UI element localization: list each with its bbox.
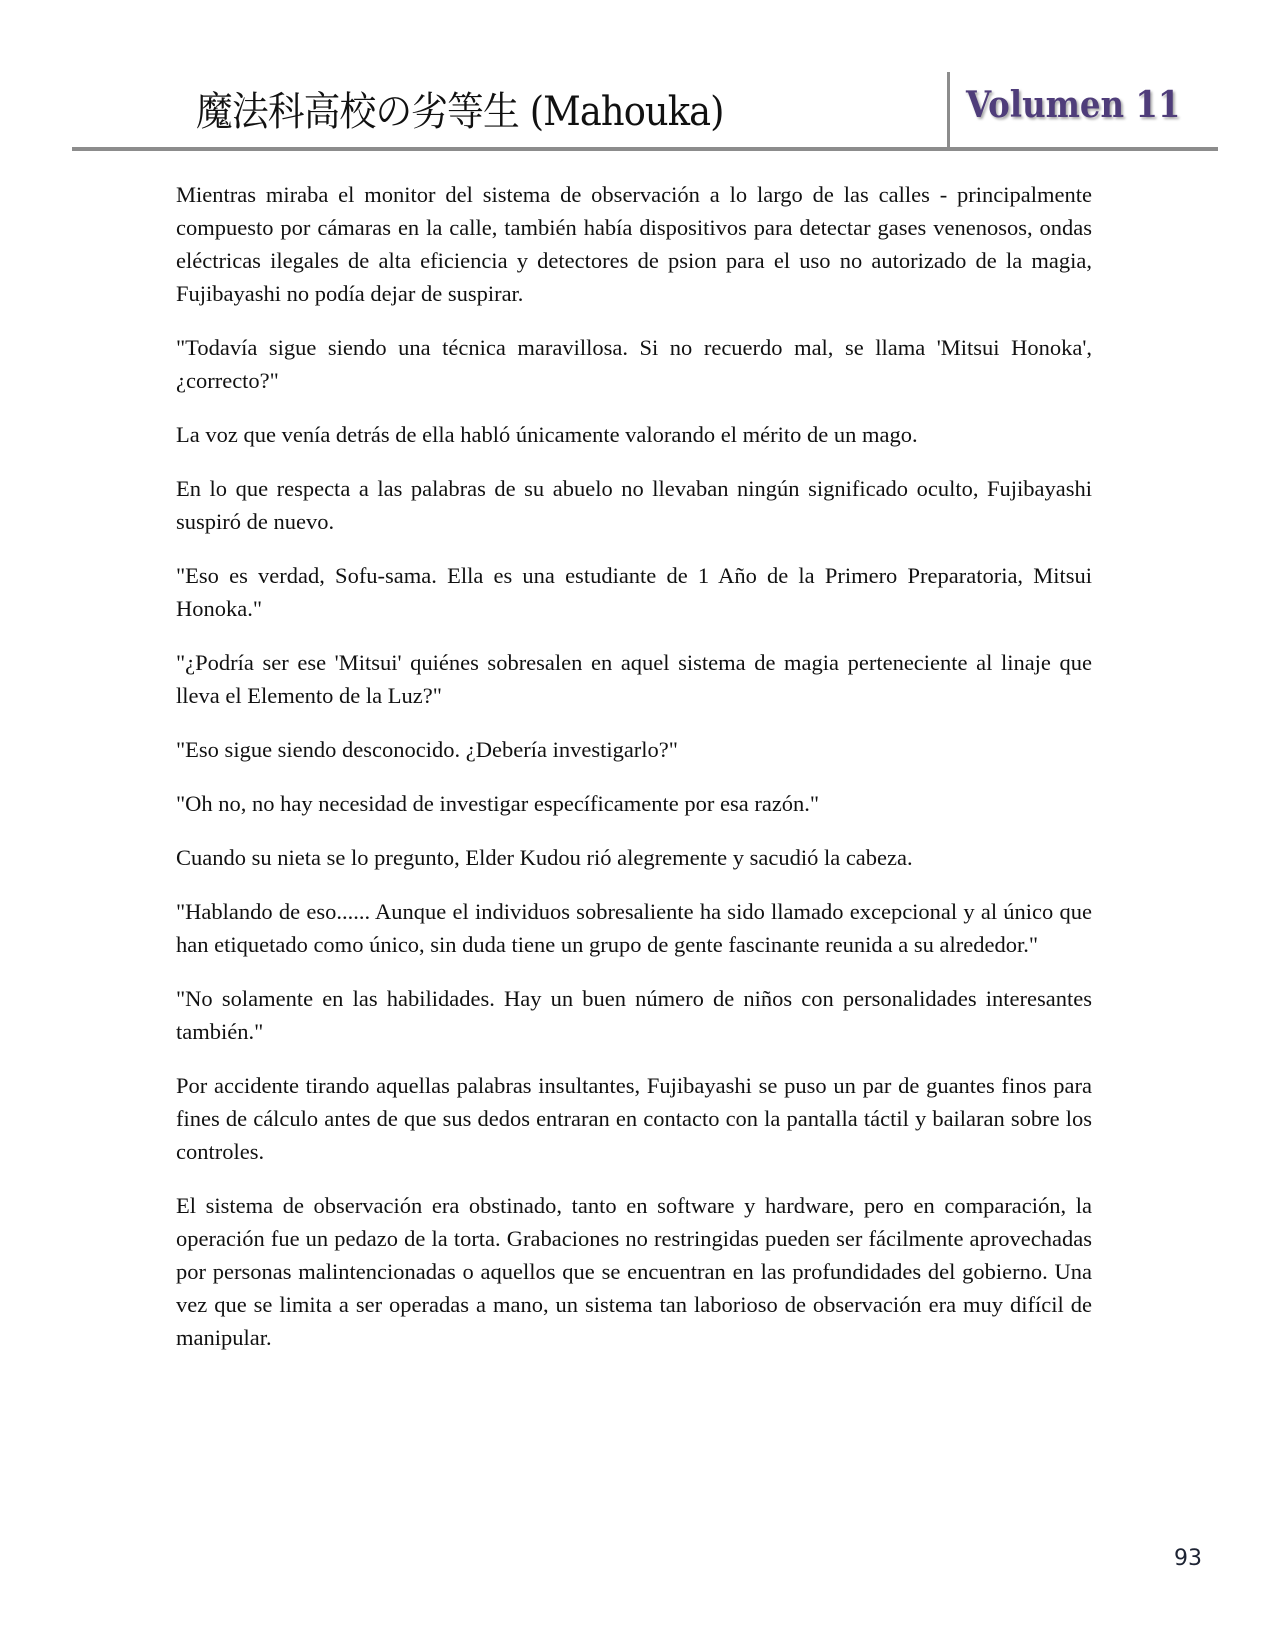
- header-rule: [72, 147, 1218, 151]
- page-number: 93: [1174, 1546, 1202, 1571]
- paragraph: "Eso es verdad, Sofu-sama. Ella es una estudiante de 1 Año de la Primero Preparatoria, Mitsui Honoka.": [176, 563, 1092, 621]
- paragraph: "No solamente en las habilidades. Hay un buen número de niños con personalidades interesantes también.": [176, 986, 1092, 1044]
- paragraph: Cuando su nieta se lo pregunto, Elder Kudou rió alegremente y sacudió la cabeza.: [176, 845, 913, 870]
- paragraph: "Eso sigue siendo desconocido. ¿Debería investigarlo?": [176, 737, 678, 762]
- paragraph: La voz que venía detrás de ella habló únicamente valorando el mérito de un mago.: [176, 422, 918, 447]
- paragraph: El sistema de observación era obstinado, tanto en software y hardware, pero en comparación, la operación fue un pedazo de la torta. Grabaciones no restringidas pueden ser fácilmente aprovechadas por personas malintencionadas o aquellos que se encuentran en las profundidades del gobierno. Una vez que se limita a ser operadas a mano, un sistema tan laborioso de observación era muy difícil de manipular.: [176, 1193, 1092, 1350]
- paragraph: Por accidente tirando aquellas palabras insultantes, Fujibayashi se puso un par de guantes finos para fines de cálculo antes de que sus dedos entraran en contacto con la pantalla táctil y bailaran sobre los controles.: [176, 1073, 1092, 1164]
- paragraph: "Todavía sigue siendo una técnica maravillosa. Si no recuerdo mal, se llama 'Mitsui Honoka', ¿correcto?": [176, 335, 1092, 393]
- paragraph: "¿Podría ser ese 'Mitsui' quiénes sobresalen en aquel sistema de magia perteneciente al linaje que lleva el Elemento de la Luz?": [176, 650, 1092, 708]
- paragraph: "Oh no, no hay necesidad de investigar específicamente por esa razón.": [176, 791, 820, 816]
- book-title: 魔法科高校の劣等生 (Mahouka): [196, 89, 724, 135]
- body-text: [176, 178, 1092, 1375]
- paragraph: "Hablando de eso...... Aunque el individuos sobresaliente ha sido llamado excepcional y al único que han etiquetado como único, sin duda tiene un grupo de gente fascinante reunida a su alrededor.": [176, 899, 1092, 957]
- paragraph: Mientras miraba el monitor del sistema de observación a lo largo de las calles - principalmente compuesto por cámaras en la calle, también había dispositivos para detectar gases venenosos, ondas eléctricas ilegales de alta eficiencia y detectores de psion para el uso no autorizado de la magia, Fujibayashi no podía dejar de suspirar.: [176, 182, 1092, 306]
- volume-label: Volumen 11: [966, 84, 1181, 126]
- paragraph: En lo que respecta a las palabras de su abuelo no llevaban ningún significado oculto, Fujibayashi suspiró de nuevo.: [176, 476, 1092, 534]
- header-divider: [947, 72, 950, 150]
